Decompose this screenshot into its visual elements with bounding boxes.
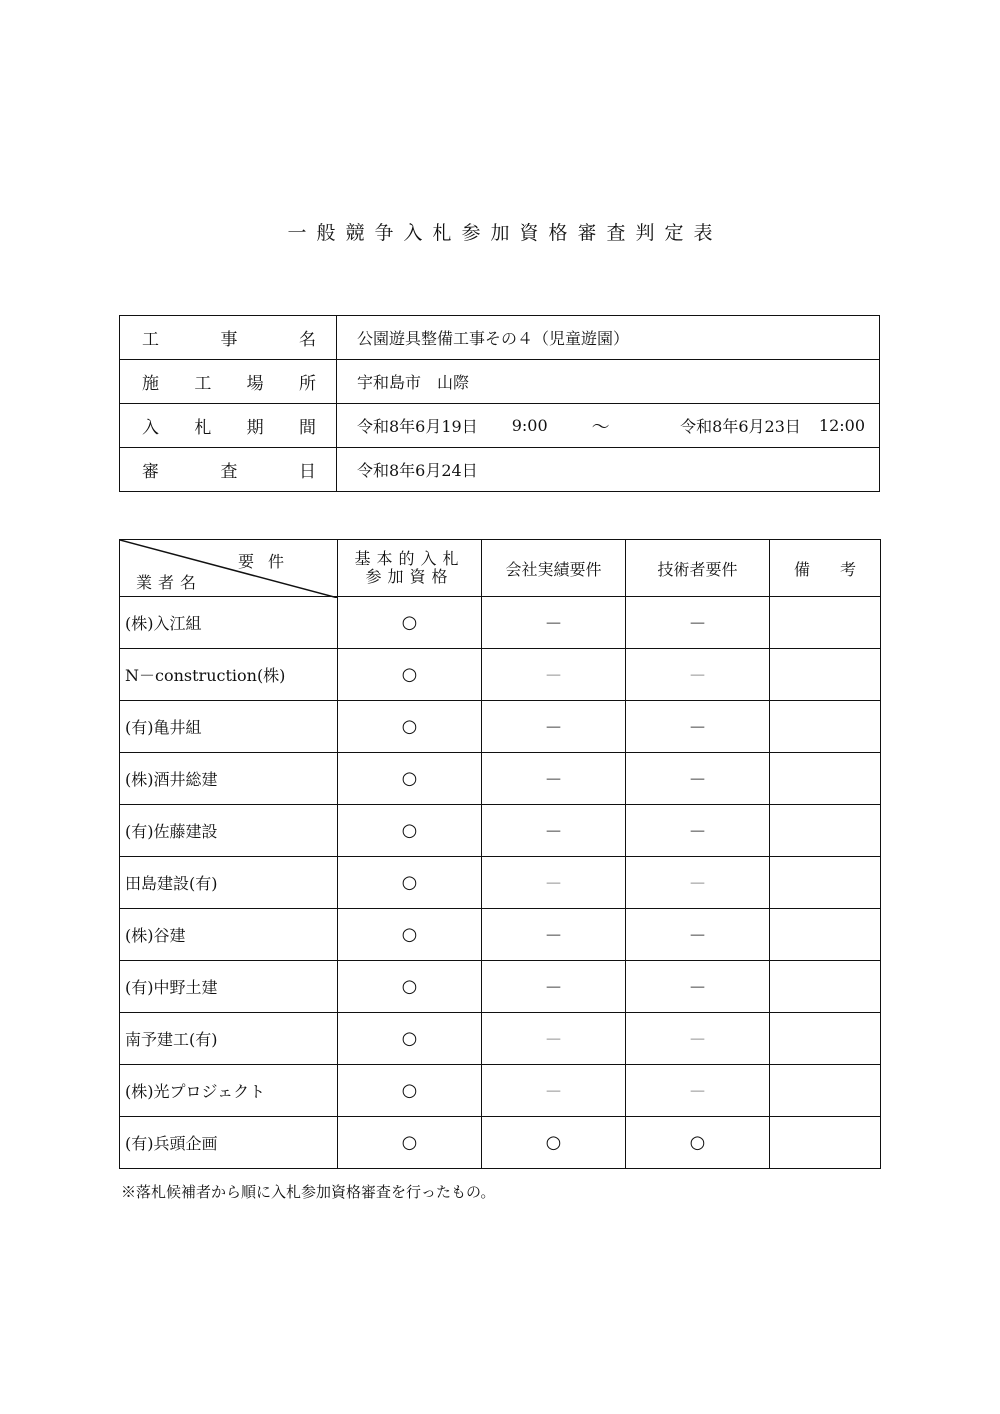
header-basic-line1: 基本的入札 (354, 549, 465, 568)
remarks-cell (770, 1013, 881, 1065)
basic-qualification-cell: ○ (338, 909, 482, 961)
remarks-cell (770, 909, 881, 961)
vendor-name-cell: (有)兵頭企画 (120, 1117, 338, 1169)
table-row (120, 1065, 881, 1117)
remarks-cell (770, 701, 881, 753)
info-value-review-date: 令和8年6月24日 (337, 448, 880, 492)
table-row (120, 961, 881, 1013)
label-char: 間 (298, 418, 316, 438)
remarks-cell (770, 753, 881, 805)
label-char: 場 (246, 374, 264, 394)
header-remarks (770, 540, 881, 597)
page-title: 一般競争入札参加資格審査判定表 (287, 222, 723, 244)
info-value-location: 宇和島市 山際 (337, 360, 880, 404)
company-record-cell: － (482, 909, 626, 961)
info-label-review-date (120, 448, 337, 492)
remarks-cell (770, 805, 881, 857)
label-char: 工 (194, 374, 212, 394)
vendor-name-cell: (株)谷建 (120, 909, 338, 961)
label-char: 期 (246, 418, 264, 438)
company-record-cell: － (482, 1065, 626, 1117)
header-vendor-name: 業者名 (136, 573, 203, 592)
engineer-cell: － (626, 597, 770, 649)
remarks-cell (770, 597, 881, 649)
period-end-time: 12:00 (818, 416, 865, 435)
header-engineer: 技術者要件 (626, 540, 770, 597)
project-info-table (119, 315, 880, 492)
period-start-time: 9:00 (511, 416, 548, 435)
info-row-location (120, 360, 880, 404)
table-row (120, 857, 881, 909)
info-row-bid-period (120, 404, 880, 448)
period-start-date: 令和8年6月19日 (357, 417, 478, 436)
engineer-cell: ○ (626, 1117, 770, 1169)
remarks-cell (770, 1117, 881, 1169)
remarks-cell (770, 1065, 881, 1117)
basic-qualification-cell: ○ (338, 753, 482, 805)
remarks-cell (770, 961, 881, 1013)
engineer-cell: － (626, 649, 770, 701)
label-char: 所 (298, 374, 316, 394)
review-results-table (119, 539, 881, 1169)
company-record-cell: ○ (482, 1117, 626, 1169)
info-label-project-name (120, 316, 337, 360)
table-row (120, 701, 881, 753)
vendor-name-cell: 田島建設(有) (120, 857, 338, 909)
vendor-name-cell: (株)酒井総建 (120, 753, 338, 805)
engineer-cell: － (626, 857, 770, 909)
vendor-name-cell: (株)入江組 (120, 597, 338, 649)
label-char: 入 (142, 418, 159, 438)
info-row-project-name (120, 316, 880, 360)
period-end-date: 令和8年6月23日 (680, 417, 801, 436)
vendor-name-cell: 南予建工(有) (120, 1013, 338, 1065)
table-row (120, 1013, 881, 1065)
basic-qualification-cell: ○ (338, 649, 482, 701)
company-record-cell: － (482, 857, 626, 909)
info-label-location (120, 360, 337, 404)
table-row (120, 909, 881, 961)
table-row (120, 649, 881, 701)
company-record-cell: － (482, 961, 626, 1013)
info-value-bid-period (337, 404, 880, 448)
vendor-name-cell: (株)光プロジェクト (120, 1065, 338, 1117)
label-char: 事 (220, 330, 238, 350)
info-row-review-date (120, 448, 880, 492)
engineer-cell: － (626, 753, 770, 805)
company-record-cell: － (482, 649, 626, 701)
company-record-cell: － (482, 1013, 626, 1065)
basic-qualification-cell: ○ (338, 1117, 482, 1169)
remarks-char: 備 (794, 559, 811, 579)
vendor-name-cell: (有)佐藤建設 (120, 805, 338, 857)
engineer-cell: － (626, 701, 770, 753)
label-char: 施 (142, 374, 159, 394)
label-char: 審 (142, 462, 159, 482)
company-record-cell: － (482, 597, 626, 649)
company-record-cell: － (482, 805, 626, 857)
header-requirements: 要件 (238, 552, 299, 571)
engineer-cell: － (626, 1065, 770, 1117)
period-tilde: ～ (591, 416, 610, 438)
label-char: 工 (142, 330, 159, 350)
results-header-row (120, 540, 881, 597)
engineer-cell: － (626, 909, 770, 961)
engineer-cell: － (626, 805, 770, 857)
basic-qualification-cell: ○ (338, 597, 482, 649)
company-record-cell: － (482, 701, 626, 753)
table-row (120, 1117, 881, 1169)
remarks-cell (770, 857, 881, 909)
basic-qualification-cell: ○ (338, 857, 482, 909)
basic-qualification-cell: ○ (338, 961, 482, 1013)
footnote: ※落札候補者から順に入札参加資格審査を行ったもの。 (121, 1183, 496, 1201)
remarks-char: 考 (839, 559, 856, 579)
header-basic-line2: 参加資格 (365, 567, 454, 586)
basic-qualification-cell: ○ (338, 1065, 482, 1117)
table-row (120, 753, 881, 805)
info-value-project-name: 公園遊具整備工事その４（児童遊園） (337, 316, 880, 360)
remarks-cell (770, 649, 881, 701)
vendor-name-cell: (有)中野土建 (120, 961, 338, 1013)
vendor-name-cell: N－construction(株) (120, 649, 338, 701)
basic-qualification-cell: ○ (338, 805, 482, 857)
vendor-name-cell: (有)亀井組 (120, 701, 338, 753)
header-company-record: 会社実績要件 (482, 540, 626, 597)
label-char: 名 (299, 330, 316, 350)
label-char: 札 (194, 418, 212, 438)
info-label-bid-period (120, 404, 337, 448)
basic-qualification-cell: ○ (338, 701, 482, 753)
table-row (120, 805, 881, 857)
engineer-cell: － (626, 1013, 770, 1065)
header-corner-cell (120, 540, 338, 597)
table-row (120, 597, 881, 649)
header-basic-qualification (338, 540, 482, 597)
label-char: 日 (299, 462, 316, 482)
basic-qualification-cell: ○ (338, 1013, 482, 1065)
label-char: 査 (220, 462, 238, 482)
engineer-cell: － (626, 961, 770, 1013)
company-record-cell: － (482, 753, 626, 805)
